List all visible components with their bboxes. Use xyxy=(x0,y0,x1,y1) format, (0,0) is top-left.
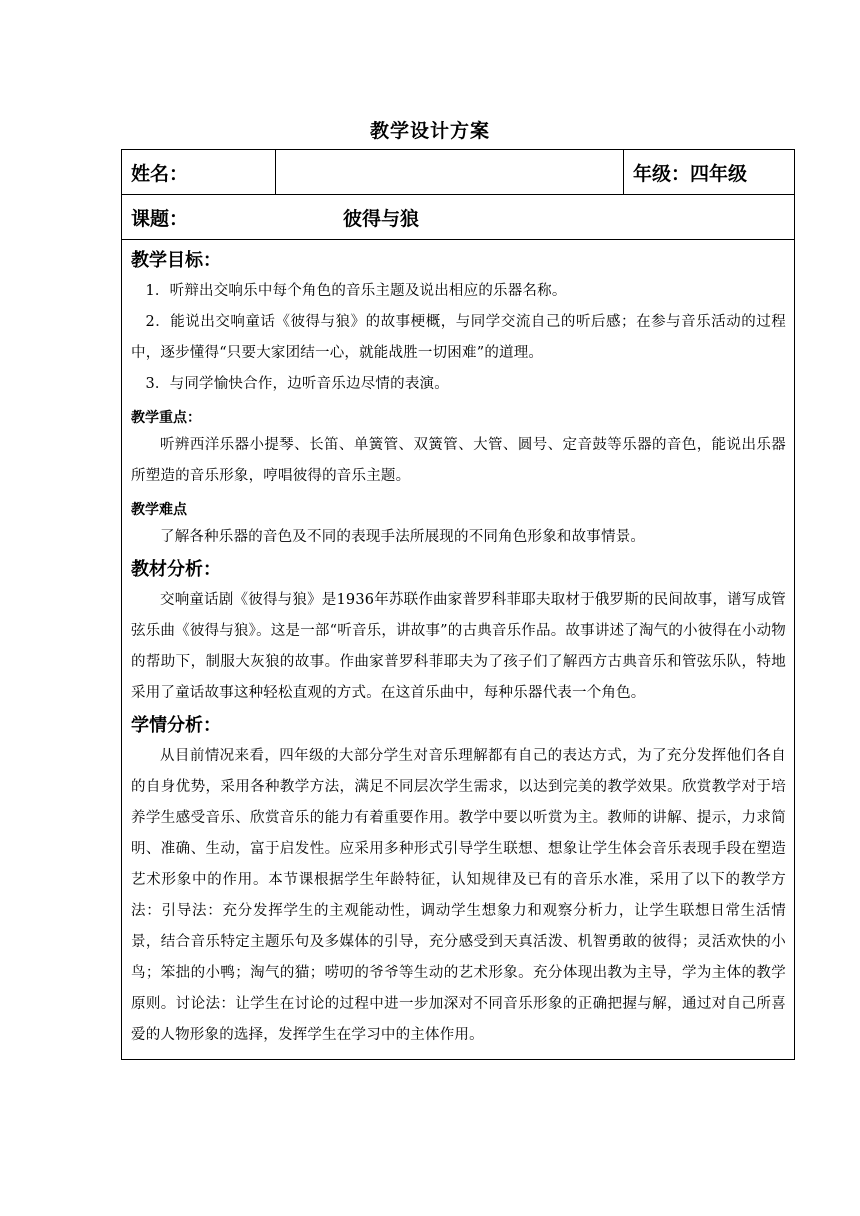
objective-item: 1．听辩出交响乐中每个角色的音乐主题及说出相应的乐器名称。 xyxy=(145,283,567,299)
grade-label: 年级：四年级 xyxy=(633,162,748,185)
objective-item: 2．能说出交响童话《彼得与狼》的故事梗概，与同学交流自己的听后感；在参与音乐活动的过程中，逐步懂得“只要大家团结一心，就能战胜一切困难”的道理。 xyxy=(131,314,786,361)
name-label: 姓名： xyxy=(131,162,189,185)
name-value-cell xyxy=(276,150,624,195)
material-analysis-text: 交响童话剧《彼得与狼》是1936年苏联作曲家普罗科菲耶夫取材于俄罗斯的民间故事，谱写成管弦乐曲《彼得与狼》。这是一部“听音乐，讲故事”的古典音乐作品。故事讲述了淘气的小彼得在小动物的帮助下，制服大灰狼的故事。作曲家普罗科菲耶夫为了孩子们了解西方古典音乐和管弦乐队，特地采用了童话故事这种轻松直观的方式。在这首乐曲中，每种乐器代表一个角色。 xyxy=(131,592,786,701)
difficulties-text: 了解各种乐器的音色及不同的表现手法所展现的不同角色形象和故事情景。 xyxy=(160,529,646,545)
topic-row xyxy=(122,195,795,240)
objectives-heading: 教学目标： xyxy=(131,250,221,271)
objective-item: 3．与同学愉快合作，边听音乐边尽情的表演。 xyxy=(145,376,449,392)
header-row xyxy=(122,150,795,195)
key-points-text: 听辨西洋乐器小提琴、长笛、单簧管、双簧管、大管、圆号、定音鼓等乐器的音色，能说出乐器所塑造的音乐形象，哼唱彼得的音乐主题。 xyxy=(131,437,786,484)
lesson-plan-table xyxy=(121,149,795,1060)
name-label-cell xyxy=(122,150,276,195)
student-analysis-heading: 学情分析： xyxy=(131,715,221,736)
material-analysis-heading: 教材分析： xyxy=(131,559,221,580)
topic-cell xyxy=(122,195,795,240)
grade-cell xyxy=(624,150,795,195)
difficulties-heading: 教学难点 xyxy=(131,502,187,518)
student-analysis-text: 从目前情况来看，四年级的大部分学生对音乐理解都有自己的表达方式，为了充分发挥他们各自的自身优势，采用各种教学方法，满足不同层次学生需求，以达到完美的教学效果。欣赏教学对于培养学生感受音乐、欣赏音乐的能力有着重要作用。教学中要以听赏为主。教师的讲解、提示，力求简明、准确、生动，富于启发性。应采用多种形式引导学生联想、想象让学生体会音乐表现手段在塑造艺术形象中的作用。本节课根据学生年龄特征，认知规律及已有的音乐水准，采用了以下的教学方法：引导法：充分发挥学生的主观能动性，调动学生想象力和观察分析力，让学生联想日常生活情景，结合音乐特定主题乐句及多媒体的引导，充分感受到天真活泼、机智勇敢的彼得；灵活欢快的小鸟；笨拙的小鸭；淘气的猫；唠叨的爷爷等生动的艺术形象。充分体现出教为主导，学为主体的教学原则。讨论法：让学生在讨论的过程中进一步加深对不同音乐形象的正确把握与解，通过对自己所喜爱的人物形象的选择，发挥学生在学习中的主体作用。 xyxy=(131,748,786,1043)
content-cell xyxy=(122,240,795,1060)
document-title: 教学设计方案 xyxy=(369,120,490,142)
topic-value: 彼得与狼 xyxy=(343,207,420,230)
topic-label: 课题： xyxy=(131,207,189,230)
key-points-heading: 教学重点： xyxy=(131,410,201,426)
content-row xyxy=(122,240,795,1060)
